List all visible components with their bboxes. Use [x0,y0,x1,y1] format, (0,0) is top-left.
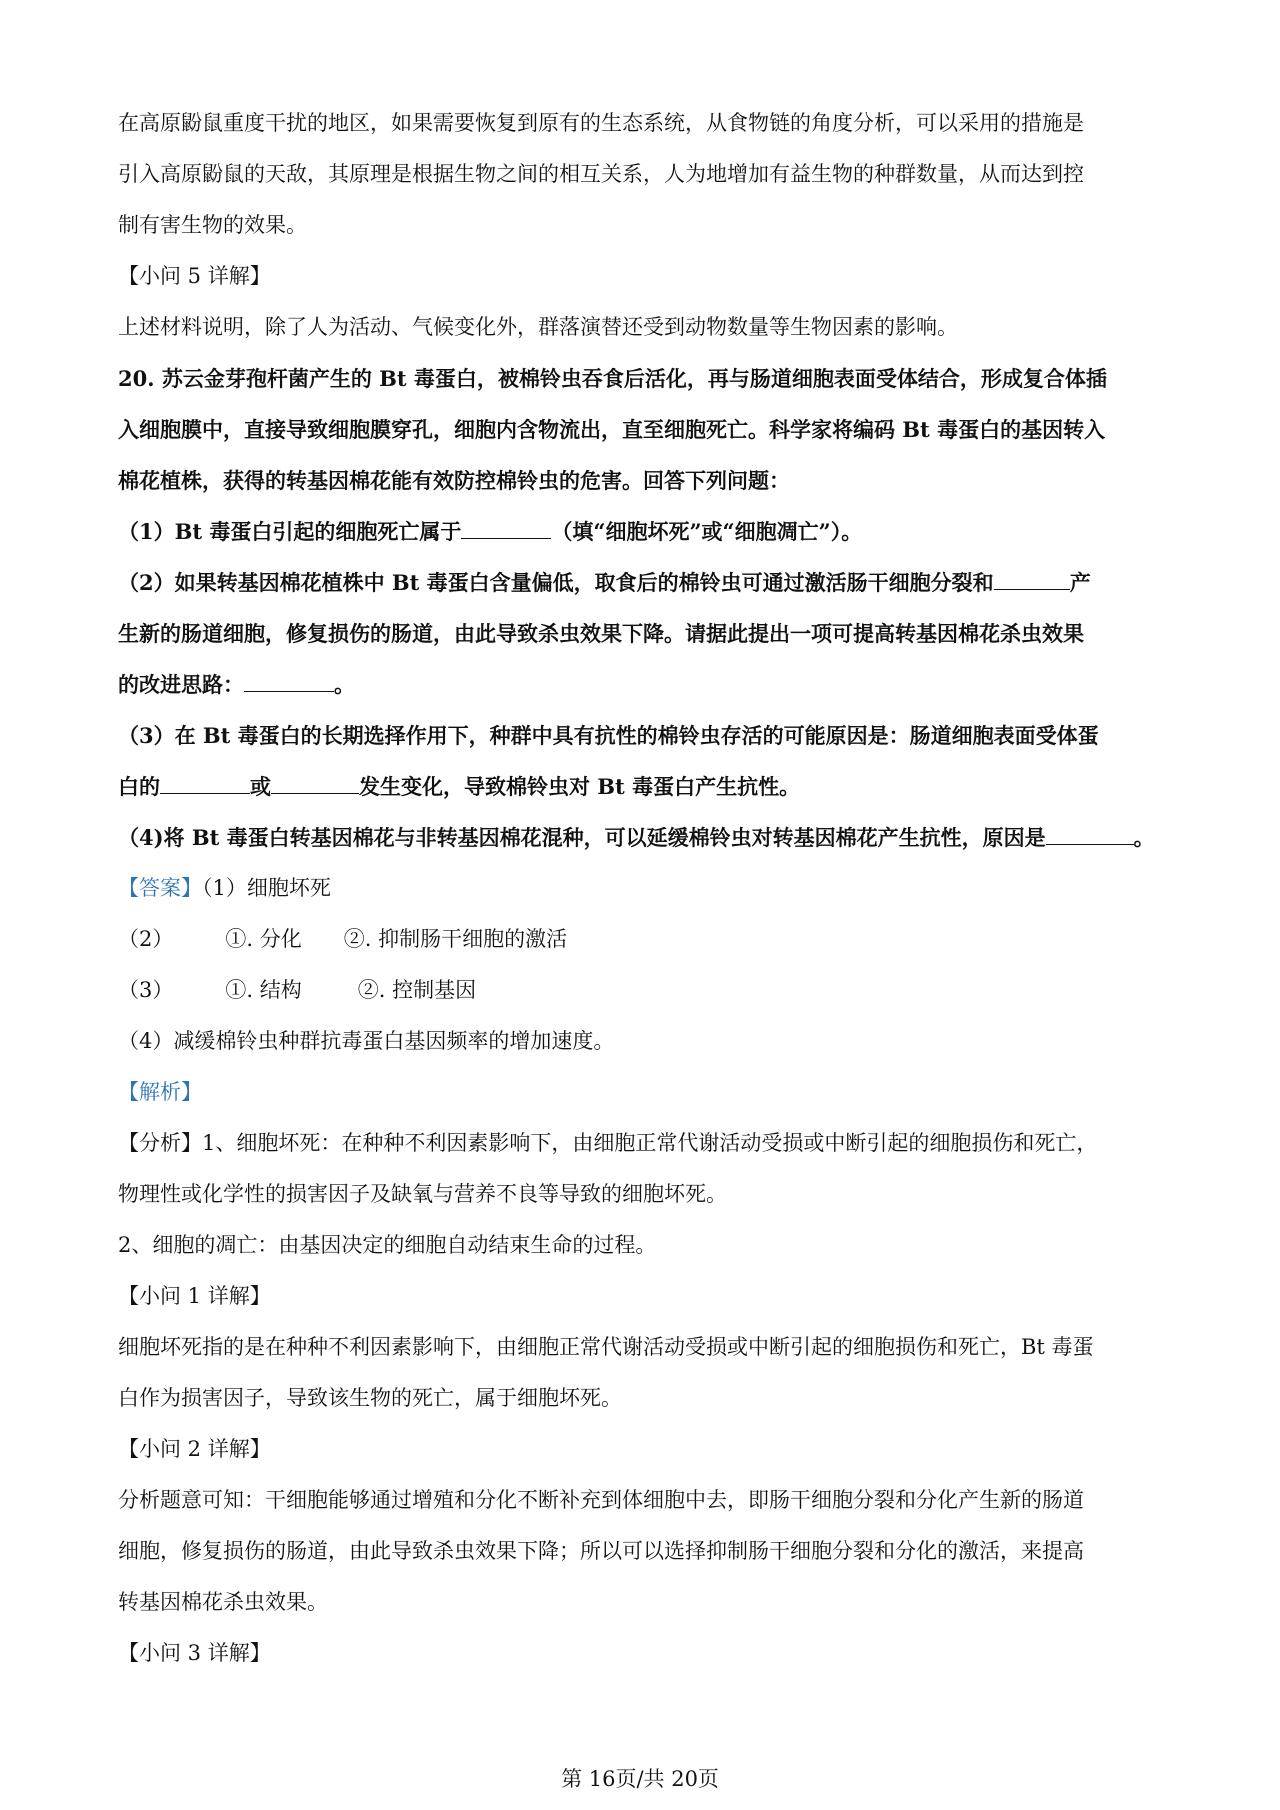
analysis-line: 2、细胞的凋亡：由基因决定的细胞自动结束生命的过程。 [118,1233,657,1257]
subquestion-3-line: （3）在 Bt 毒蛋白的长期选择作用下，种群中具有抗性的棉铃虫存活的可能原因是：肠道细胞表面受体蛋 [118,723,1099,748]
sub5-text: 上述材料说明，除了人为活动、气候变化外，群落演替还受到动物数量等生物因素的影响。 [118,315,958,339]
sub2-title: 【小问 2 详解】 [118,1437,271,1461]
answer-line [118,914,1173,965]
answer-3-part-1: ①. 结构 [225,978,302,1002]
answer-line [118,863,1173,914]
subquestion-4-text-end: 。 [1133,825,1155,850]
subquestion-3-line [118,761,1173,812]
answer-blank [160,769,250,794]
sub1-text: 细胞坏死指的是在种种不利因素影响下，由细胞正常代谢活动受损或中断引起的细胞损伤和死亡，Bt 毒蛋 [118,1335,1094,1359]
answer-2-number: （2） [118,927,174,951]
subquestion-1-text: （1）Bt 毒蛋白引起的细胞死亡属于 [118,519,462,544]
answer-2-part-1: ①. 分化 [225,927,302,951]
analysis-heading: 【分析】 [118,1131,202,1155]
analysis-label: 【解析】 [118,1080,202,1104]
subquestion-4 [118,812,1173,863]
paragraph-line: 引入高原鼢鼠的天敌，其原理是根据生物之间的相互关系，人为地增加有益生物的种群数量，从而达到控 [118,162,1084,186]
subquestion-2-text-end: 。 [334,672,355,697]
answer-blank [271,769,359,794]
subquestion-1 [118,506,1173,557]
subquestion-3-text: 发生变化，导致棉铃虫对 Bt 毒蛋白产生抗性。 [359,774,801,799]
sub1-text: 白作为损害因子，导致该生物的死亡，属于细胞坏死。 [118,1386,622,1410]
document-page [118,98,1173,1679]
analysis-line: 物理性或化学性的损害因子及缺氧与营养不良等导致的细胞坏死。 [118,1182,727,1206]
question-20-line: 入细胞膜中，直接导致细胞膜穿孔，细胞内含物流出，直至细胞死亡。科学家将编码 Bt 毒蛋白的基因转入 [118,417,1106,442]
answer-blank [1046,820,1134,845]
question-20-line: 20. 苏云金芽孢杆菌产生的 Bt 毒蛋白，被棉铃虫吞食后活化，再与肠道细胞表面受体结合，形成复合体插 [118,366,1107,391]
subquestion-2-text-end: 产 [1069,570,1091,595]
subquestion-4-text: （4)将 Bt 毒蛋白转基因棉花与非转基因棉花混种，可以延缓棉铃虫对转基因棉花产生抗性，原因是 [118,825,1046,850]
subquestion-3-text: 白的 [118,774,160,799]
analysis-line [118,1118,1173,1169]
answer-3-part-2: ②. 控制基因 [357,978,477,1002]
analysis-text: 1、细胞坏死：在种种不利因素影响下，由细胞正常代谢活动受损或中断引起的细胞损伤和死亡， [202,1131,1098,1155]
sub5-title: 【小问 5 详解】 [118,264,271,288]
sub2-text: 转基因棉花杀虫效果。 [118,1590,328,1614]
answer-label: 【答案】 [118,876,202,900]
sub1-title: 【小问 1 详解】 [118,1284,271,1308]
sub2-text: 分析题意可知：干细胞能够通过增殖和分化不断补充到体细胞中去，即肠干细胞分裂和分化产生新的肠道 [118,1488,1084,1512]
sub2-text: 细胞，修复损伤的肠道，由此导致杀虫效果下降；所以可以选择抑制肠干细胞分裂和分化的激活，来提高 [118,1539,1084,1563]
sub3-title: 【小问 3 详解】 [118,1641,271,1665]
subquestion-2-text: 的改进思路： [118,672,244,697]
subquestion-3-text: 或 [250,774,271,799]
answer-blank [244,667,334,692]
page-number: 第 16页/共 20页 [561,1767,719,1791]
question-20-line: 棉花植株，获得的转基因棉花能有效防控棉铃虫的危害。回答下列问题： [118,468,790,493]
answer-blank [461,514,551,539]
subquestion-2-line: 生新的肠道细胞，修复损伤的肠道，由此导致杀虫效果下降。请据此提出一项可提高转基因棉花杀虫效果 [118,621,1084,646]
subquestion-2-line [118,659,1173,710]
answer-line [118,965,1173,1016]
answer-blank [994,565,1070,590]
paragraph-line: 制有害生物的效果。 [118,213,307,237]
paragraph-line: 在高原鼢鼠重度干扰的地区，如果需要恢复到原有的生态系统，从食物链的角度分析，可以采用的措施是 [118,111,1084,135]
answer-4: （4）减缓棉铃虫种群抗毒蛋白基因频率的增加速度。 [118,1029,615,1053]
subquestion-2-text: （2）如果转基因棉花植株中 Bt 毒蛋白含量偏低，取食后的棉铃虫可通过激活肠干细胞分裂和 [118,570,994,595]
answer-3-number: （3） [118,978,174,1002]
subquestion-2 [118,557,1173,608]
answer-2-part-2: ②. 抑制肠干细胞的激活 [343,927,568,951]
subquestion-1-hint: （填“细胞坏死”或“细胞凋亡”）。 [551,519,863,544]
answer-1: （1）细胞坏死 [202,876,331,900]
